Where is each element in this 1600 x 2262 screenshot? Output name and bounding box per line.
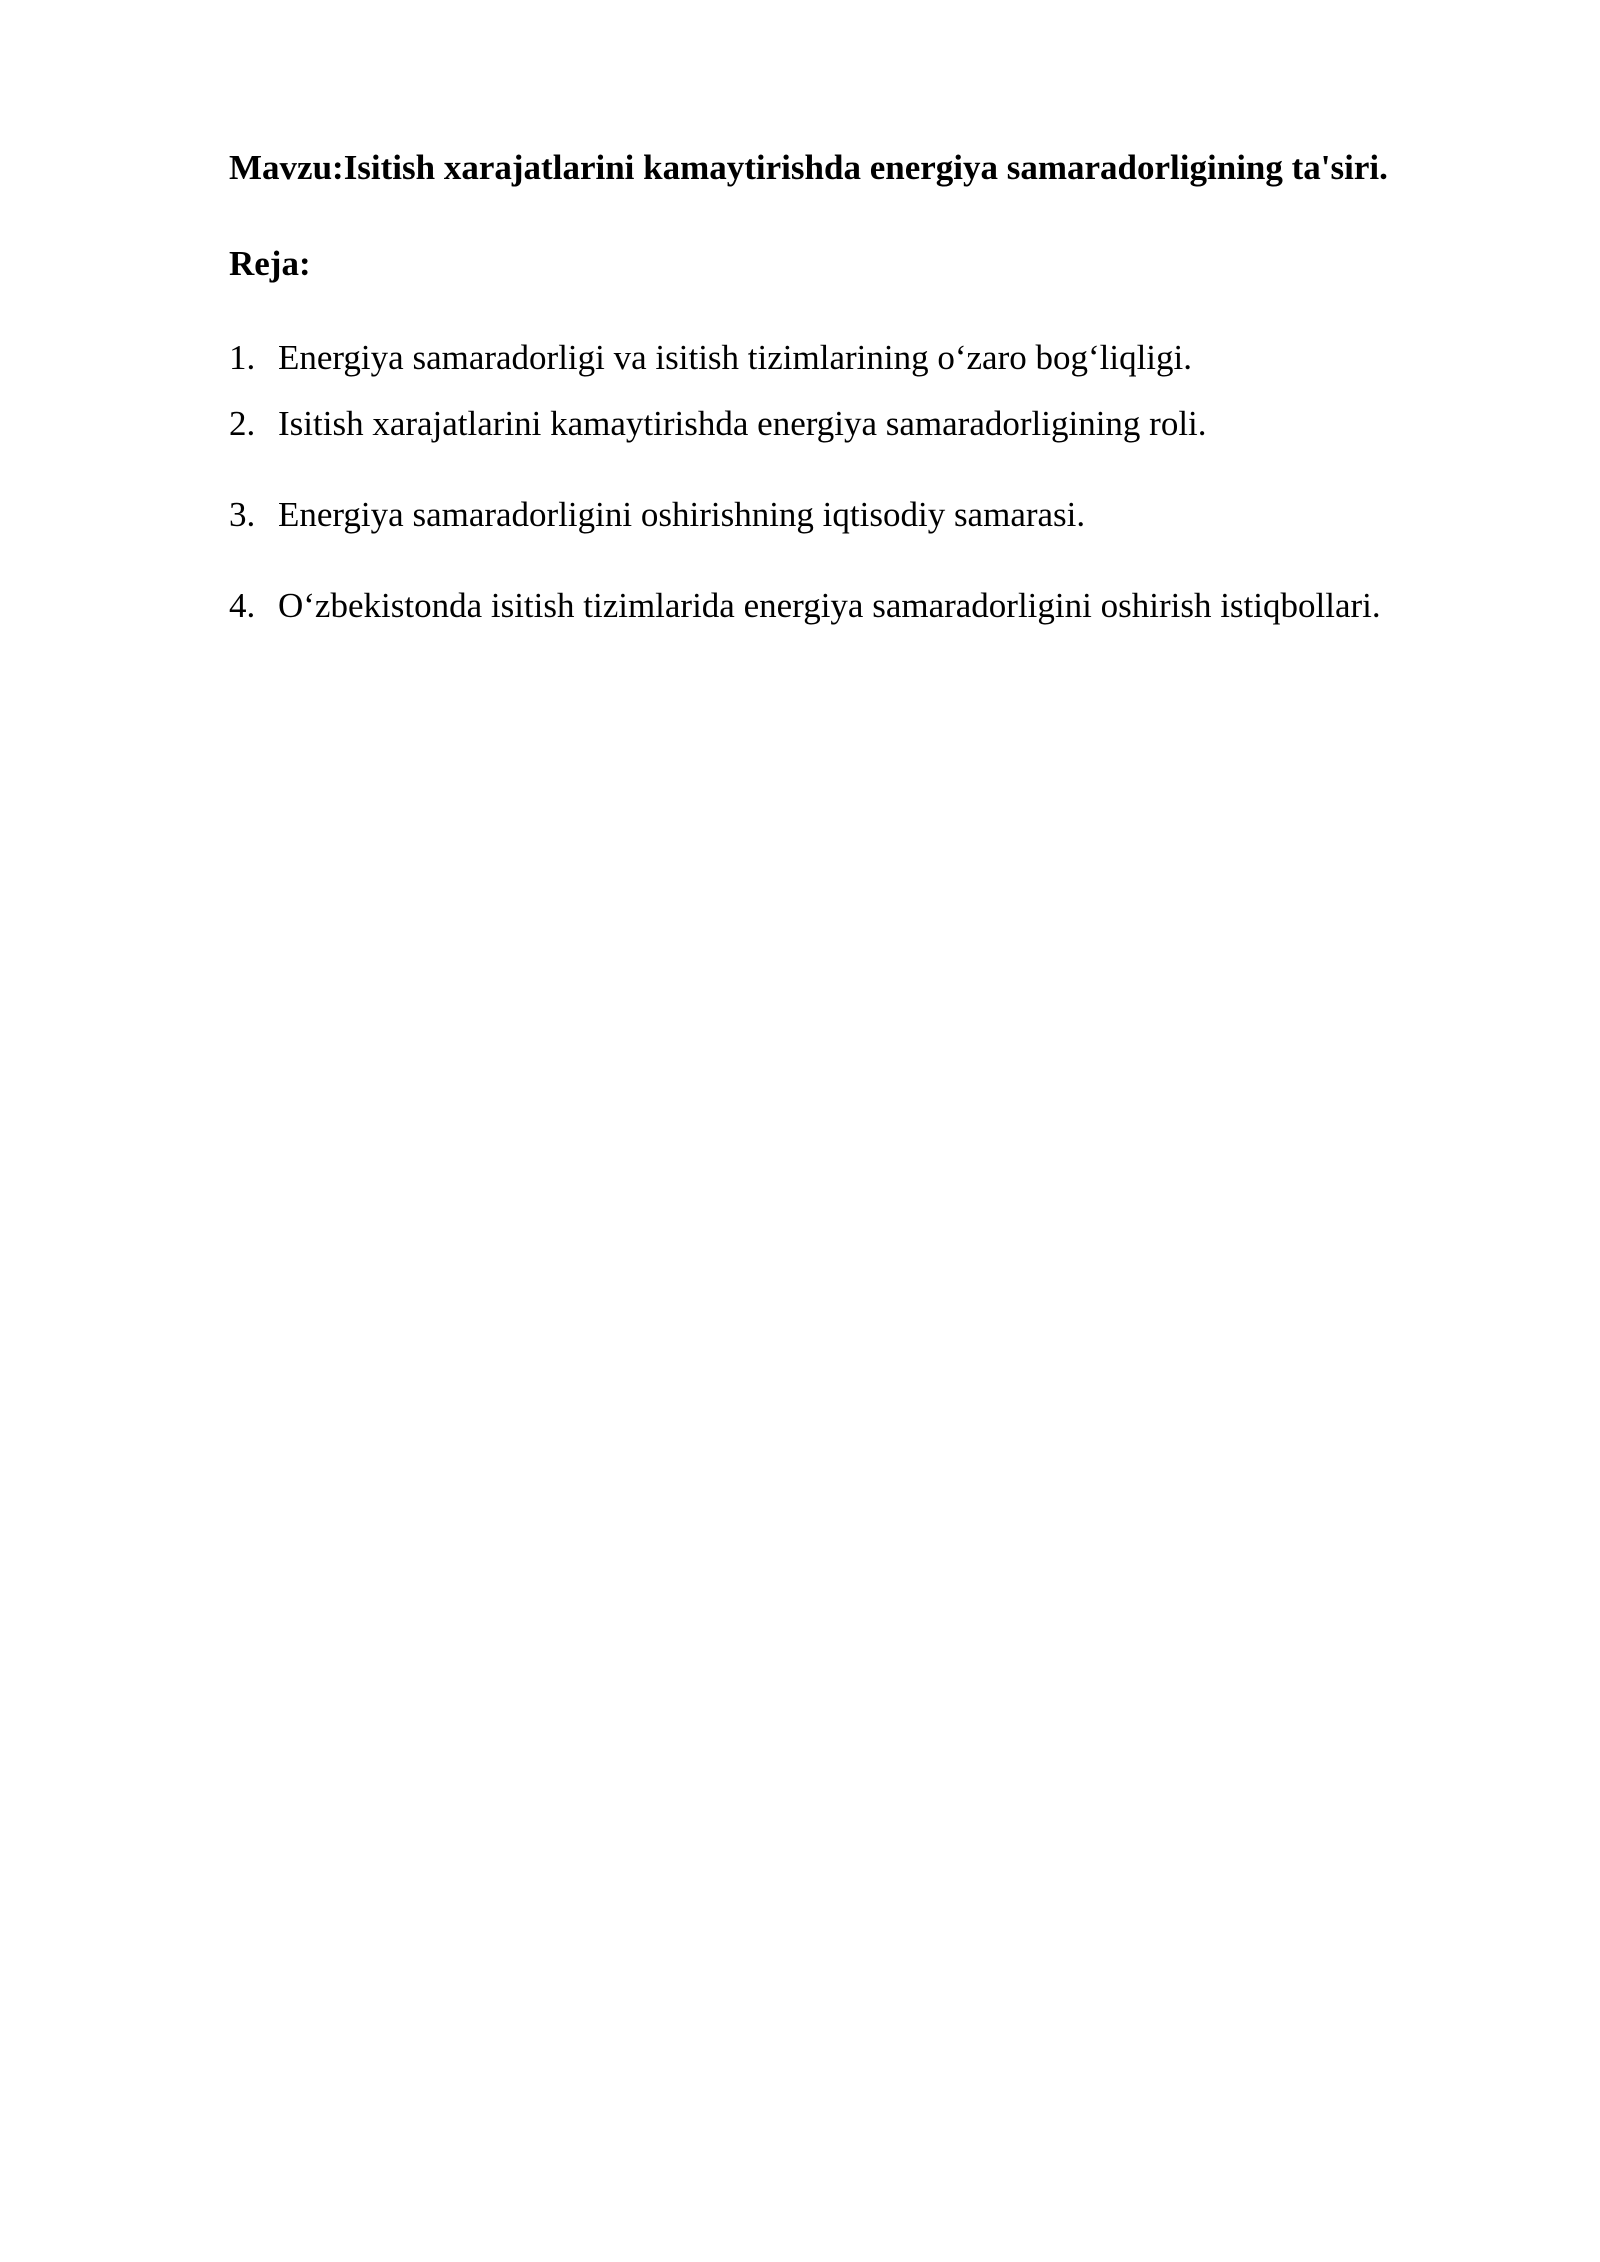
plan-item-number: 4. xyxy=(229,586,256,625)
plan-item-text: Isitish xarajatlarini kamaytirishda energiya samaradorligining roli. xyxy=(278,404,1207,443)
plan-heading: Reja: xyxy=(229,244,311,283)
plan-item xyxy=(229,497,1085,532)
plan-item xyxy=(229,588,1381,623)
plan-item-text: O‘zbekistonda isitish tizimlarida energiya samaradorligini oshirish istiqbollari. xyxy=(278,586,1381,625)
plan-item-number: 3. xyxy=(229,495,256,534)
plan-item-text: Energiya samaradorligini oshirishning iqtisodiy samarasi. xyxy=(278,495,1086,534)
document-title: Mavzu:Isitish xarajatlarini kamaytirishda energiya samaradorligining ta'siri. xyxy=(229,148,1388,187)
plan-item xyxy=(229,340,1192,375)
plan-item-text: Energiya samaradorligi va isitish tizimlarining o‘zaro bog‘liqligi. xyxy=(278,338,1192,377)
plan-item-number: 2. xyxy=(229,404,256,443)
plan-item xyxy=(229,406,1207,441)
plan-item-number: 1. xyxy=(229,338,256,377)
